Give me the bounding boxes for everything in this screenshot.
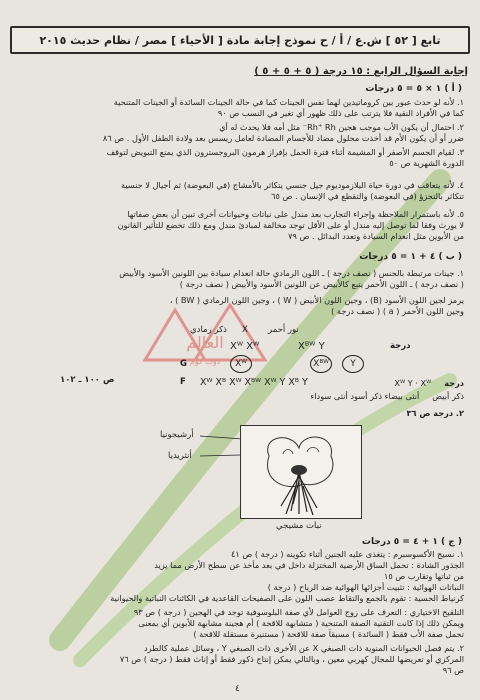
section-c-line: ص ٩٦: [442, 665, 464, 675]
section-c-line: التلقيح الاختياري : التعرف على زوج العوامل لأي صفة البلوسوفية توجد في الهجين ( درجة ) ص ٩٣: [133, 607, 464, 617]
section-b-line: ١. جينات مرتبطة بالجنس ( نصف درجة ) ـ اللون الرمادي حالة انعدام سيادة بين اللونين الأسود والأبيض: [119, 268, 464, 278]
section-c-line: ٢. يتم فصل الحيوانات المنوية ذات الصبغي X عن الأخرى ذات الصبغي Y ، وسائل عملية كالطرد: [143, 643, 464, 653]
gamete-1: Xᵂ: [235, 359, 247, 369]
section-a-line: ٣. لقيام الجسم الأصفر أو المشيمة أثناء فترة الحمل بإفراز هرمون البروجسترون الذي يمنع التبويض لتوقف: [106, 147, 464, 157]
figure-label-antheridia: أنثريديا: [168, 451, 192, 461]
parent-genotype-right: Xᴮᵂ Y: [298, 341, 325, 352]
gamete-3: Y: [350, 359, 356, 369]
section-a-label: ( أ ) ١ × ٥ = ٥ درجات: [365, 84, 462, 94]
section-a-line: كما في الأفراد النقية فلا يترتب على ذلك ظهور أي تغير في النسب ص ٩٠: [217, 108, 464, 118]
cross-phenotype-far: ذكر أبيض: [432, 391, 464, 401]
cross-phenotypes-row: [24, 391, 464, 402]
section-b-line: ( نصف درجة ) ـ اللون الأحمر يتبع كالأبيض عن اللونين الأسود والأبيض ( نصف درجة ): [179, 279, 464, 289]
gamete-circle: [310, 355, 332, 373]
cross-phenotypes: أنثى بيضاء ذكر أسود أنثى سوداء: [310, 391, 420, 401]
section-a-line: ٥. لأنه باستمرار الملاحظة وإجراء التجارب بعد مندل على نباتات وحيوانات أخرى تبين أن بعض صفاتها: [127, 209, 464, 219]
gametophyte-drawing: [241, 426, 361, 518]
section-a-line: ٤. لأنه يتعاقب في دورة حياة البلازموديوم جيل جنسي يتكاثر بالأمشاج (في البعوضة) ثم أجيال لا جنسية: [120, 180, 464, 190]
gamete-circle: [230, 355, 252, 373]
cross-page-ref: ص ١٠٠ ـ ١٠٢: [60, 375, 115, 385]
section-c-line: ويمكن ذلك إذا كانت التقنية الصفة المتنحية ( متشابهة للاقحة ) أم هجينة مشابهة للأبوين أي بمعنى: [138, 618, 464, 628]
section-a-line: ٢. احتمال أن يكون الأب موجب هجين Rh⁺ Rh⁻ مثل أمه فلا يحدث له أي: [219, 122, 464, 132]
section-b-label: ( ب ) ٤ + ١ = ٥ درجات: [359, 252, 462, 262]
section-c-line: من ثباتها وتقارب ص ١٥: [383, 571, 464, 581]
section-a-line: الدورة الشهرية ص ٥٠: [389, 158, 464, 168]
header-title: تابع [ ٥٢ ] ش.ع / أ / ح نموذج إجابة مادة [ الأحياء ] مصر / نظام حديث ٢٠١٥: [39, 33, 441, 47]
cross-degree-label: درجة: [390, 341, 411, 351]
section-b-line: يرمز لجين اللون الأسود (B) ، وجين اللون الأبيض ( W ) ، وجين اللون الرمادي ( BW ) ،: [169, 295, 464, 305]
section-c-line: ١. نسيج الأكسوسبرم : يتغذى عليه الجنين أثناء تكوينه ( درجة ) ص ٤١: [231, 549, 464, 559]
section-c-label: ( ج ) ١ + ٤ = ٥ درجات: [361, 537, 462, 547]
offspring-label: F: [180, 377, 186, 387]
section-c-line: النباتات الهوائية : تثبيت أجزائها الهوائية ضد الرياح ( درجة ): [267, 582, 464, 592]
figure-caption: نبات مشيجي: [276, 521, 322, 531]
section-c-line: المركزي أو تعريضها للمجال كهربي معين ، وبالتالي يمكن إنتاج ذكور فقط أو إناث فقط ( درجة ) ص ٧٦: [119, 654, 464, 664]
gamete-circle: [342, 355, 364, 373]
gametophyte-figure: [240, 425, 362, 519]
cross-result-row: [24, 378, 464, 389]
page-number: ٤: [235, 684, 240, 694]
gamete-2: Xᴮᵂ: [313, 359, 329, 369]
page-header: [10, 26, 470, 54]
gametes-label: G: [180, 359, 187, 369]
cross-x-symbol: X: [242, 325, 248, 335]
cross-mother-label: نور أحمر: [268, 325, 299, 335]
cross-result-degree: درجة: [444, 378, 464, 388]
cross-father-label: ذكر رمادي: [190, 325, 227, 335]
section-b-line: وجين اللون الأحمر ( a ) ( نصف درجة ): [331, 306, 464, 316]
watermark-text: العالم: [186, 333, 224, 352]
section-a-line: تتكاثر بالتجزؤ (في البعوضة) والتقطع في الإنسان . ص ٦٥: [271, 191, 464, 201]
figure-label-archegonia: أرشيجونيا: [160, 430, 194, 440]
cross-result-genotype: Xᵂ Y · Xᵂ: [394, 378, 432, 388]
watermark-subtext: دوت كوم: [189, 357, 221, 366]
section-a-line: ١. لأنه لو حدث عبور بين كروماتيدين لهما نفس الجينات كما في حالة الجينات السائدة أو الجينات المتنحية: [113, 97, 464, 107]
section-a-line: لا يورث وفقا لما توصل إليه مندل أو على الأقل توجد مخالفة لمبادئ مندل ومع ذلك تخضع للتأثير القانون: [117, 220, 464, 230]
section-b-item2: ٢. درجة ص ٣٦: [406, 408, 464, 418]
section-c-line: كرنياط الحسية : تقوم بالجمع والتقاط عصب اللون على الصفيحات القاعدية في الكائنات النباتية والحيوانية: [110, 593, 464, 603]
section-a-line: ضرر أو أن يكون الأم قد أخذت محلول مضاد للأجسام المضادة لعامل ريسس بعد ولادة الطفل الأول . ص ٨٦: [102, 133, 464, 143]
answer-title: إجابة السؤال الرابع : ١٥ درجة ( ٥ + ٥ + ٥ ): [254, 66, 468, 77]
section-c-line: تحمل صفة الأب فقط ( السائدة ) مسبقاً صفة للاقحة ( مستنيرة مستقلة للاقحة ): [193, 629, 464, 639]
section-a-line: من الأبوين مثل انعدام السيادة وتعدد البدائل . ص ٧٩: [288, 231, 464, 241]
offspring-genotypes: Xᵂ Xᴮ Xᵂ Xᴮᵂ Xᵂ Y Xᴮ Y: [200, 377, 308, 388]
section-c-line: الجذور الشادة : تحمل الساق الأرضية المختزلة داخل في بعد مأخذ عن سطح الأرض مما يزيد: [154, 560, 464, 570]
parent-genotype-left: Xᵂ Xᵂ: [230, 341, 260, 352]
